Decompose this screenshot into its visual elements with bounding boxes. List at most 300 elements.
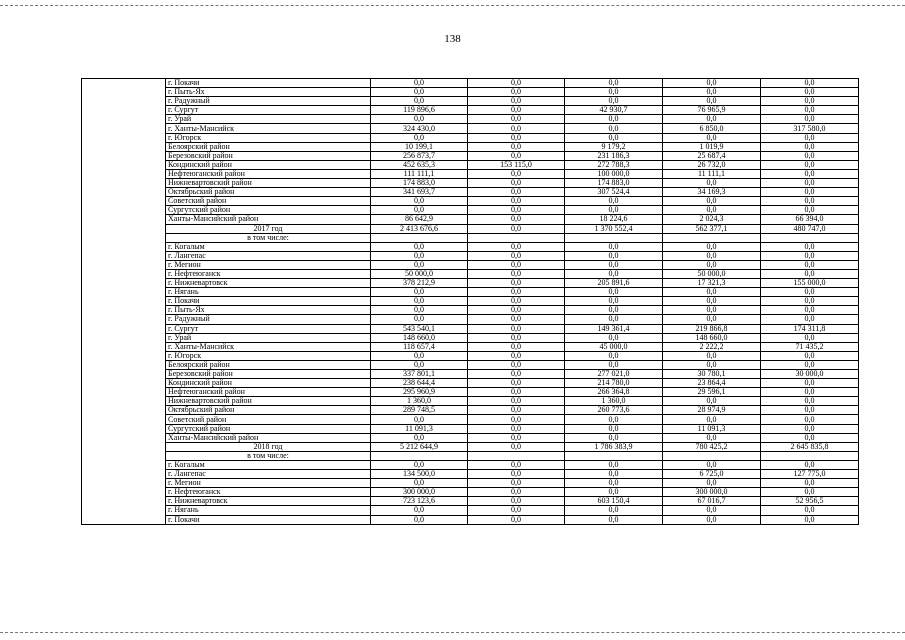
- table-row: [82, 224, 859, 233]
- row-label: Нефтеюганский район: [166, 388, 371, 397]
- value-cell: 0,0: [565, 433, 663, 442]
- row-label: г. Ханты-Мансийск: [166, 124, 371, 133]
- value-cell: 0,0: [761, 88, 859, 97]
- value-cell: 0,0: [761, 151, 859, 160]
- value-cell: 0,0: [565, 315, 663, 324]
- value-cell: 0,0: [761, 269, 859, 278]
- row-label: Березовский район: [166, 151, 371, 160]
- table-row: [82, 142, 859, 151]
- value-cell: 0,0: [761, 197, 859, 206]
- value-cell: 0,0: [761, 388, 859, 397]
- value-cell: 0,0: [468, 515, 565, 524]
- table-row: [82, 206, 859, 215]
- value-cell: 0,0: [565, 360, 663, 369]
- value-cell: 1 360,0: [565, 397, 663, 406]
- table-row: [82, 169, 859, 178]
- value-cell: 25 687,4: [663, 151, 761, 160]
- value-cell: 0,0: [761, 315, 859, 324]
- value-cell: 0,0: [468, 324, 565, 333]
- row-label: г. Нягань: [166, 288, 371, 297]
- value-cell: 378 212,9: [371, 279, 468, 288]
- value-cell: 0,0: [468, 97, 565, 106]
- table-row: [82, 160, 859, 169]
- value-cell: 0,0: [468, 124, 565, 133]
- value-cell: 6 725,0: [663, 470, 761, 479]
- value-cell: 0,0: [761, 260, 859, 269]
- value-cell: 0,0: [468, 188, 565, 197]
- value-cell: 0,0: [565, 206, 663, 215]
- value-cell: 1 786 383,9: [565, 442, 663, 451]
- left-margin-cell: [82, 79, 166, 525]
- value-cell: 45 000,0: [565, 342, 663, 351]
- value-cell: 67 016,7: [663, 497, 761, 506]
- value-cell: [565, 451, 663, 460]
- value-cell: 0,0: [761, 297, 859, 306]
- table-row: [82, 242, 859, 251]
- value-cell: 0,0: [761, 288, 859, 297]
- row-label: г. Покачи: [166, 515, 371, 524]
- value-cell: 0,0: [663, 115, 761, 124]
- row-label: Нижневартовский район: [166, 179, 371, 188]
- value-cell: 0,0: [761, 515, 859, 524]
- value-cell: 0,0: [468, 115, 565, 124]
- value-cell: 0,0: [371, 315, 468, 324]
- value-cell: 0,0: [371, 360, 468, 369]
- value-cell: 0,0: [761, 460, 859, 469]
- scan-edge-bottom: [0, 632, 905, 633]
- value-cell: 0,0: [761, 333, 859, 342]
- value-cell: 0,0: [565, 470, 663, 479]
- value-cell: 2 222,2: [663, 342, 761, 351]
- row-label: г. Нижневартовск: [166, 497, 371, 506]
- row-label: г. Радужный: [166, 97, 371, 106]
- page-number: 138: [444, 33, 461, 45]
- value-cell: 0,0: [468, 488, 565, 497]
- value-cell: 174 311,8: [761, 324, 859, 333]
- value-cell: 562 377,1: [663, 224, 761, 233]
- value-cell: 723 123,6: [371, 497, 468, 506]
- row-label: г. Мегион: [166, 479, 371, 488]
- value-cell: 277 021,0: [565, 370, 663, 379]
- row-label: г. Урай: [166, 115, 371, 124]
- value-cell: 0,0: [468, 279, 565, 288]
- value-cell: 153 115,0: [468, 160, 565, 169]
- value-cell: 0,0: [468, 260, 565, 269]
- value-cell: 0,0: [565, 288, 663, 297]
- table-row: [82, 333, 859, 342]
- value-cell: 0,0: [371, 306, 468, 315]
- table-row: [82, 297, 859, 306]
- value-cell: 0,0: [761, 133, 859, 142]
- value-cell: 0,0: [663, 88, 761, 97]
- value-cell: 0,0: [565, 424, 663, 433]
- table-row: [82, 215, 859, 224]
- table-row: [82, 506, 859, 515]
- table-row: [82, 79, 859, 88]
- value-cell: 780 425,2: [663, 442, 761, 451]
- row-label: Сургутский район: [166, 424, 371, 433]
- value-cell: 86 642,9: [371, 215, 468, 224]
- value-cell: 0,0: [761, 169, 859, 178]
- row-label: Ханты-Мансийский район: [166, 215, 371, 224]
- table-row: [82, 88, 859, 97]
- row-label: Октябрьский район: [166, 188, 371, 197]
- value-cell: 0,0: [761, 106, 859, 115]
- value-cell: 0,0: [371, 242, 468, 251]
- value-cell: 0,0: [371, 206, 468, 215]
- value-cell: 0,0: [468, 360, 565, 369]
- value-cell: 0,0: [468, 379, 565, 388]
- value-cell: 0,0: [371, 506, 468, 515]
- value-cell: 300 000,0: [663, 488, 761, 497]
- value-cell: 0,0: [468, 133, 565, 142]
- table-row: [82, 497, 859, 506]
- table-row: [82, 360, 859, 369]
- value-cell: 2 024,3: [663, 215, 761, 224]
- value-cell: 0,0: [371, 115, 468, 124]
- value-cell: 0,0: [468, 442, 565, 451]
- value-cell: 219 866,8: [663, 324, 761, 333]
- value-cell: 119 896,6: [371, 106, 468, 115]
- table-row: [82, 251, 859, 260]
- table-row: [82, 451, 859, 460]
- value-cell: 0,0: [761, 251, 859, 260]
- value-cell: 289 748,5: [371, 406, 468, 415]
- table-row: [82, 460, 859, 469]
- table-row: [82, 260, 859, 269]
- table-row: [82, 324, 859, 333]
- value-cell: 1 019,9: [663, 142, 761, 151]
- value-cell: 0,0: [468, 297, 565, 306]
- value-cell: 0,0: [663, 242, 761, 251]
- value-cell: 0,0: [371, 479, 468, 488]
- value-cell: 0,0: [761, 360, 859, 369]
- value-cell: 205 891,6: [565, 279, 663, 288]
- value-cell: 256 873,7: [371, 151, 468, 160]
- value-cell: 0,0: [761, 242, 859, 251]
- value-cell: 0,0: [663, 306, 761, 315]
- value-cell: 0,0: [565, 415, 663, 424]
- value-cell: 0,0: [761, 488, 859, 497]
- value-cell: [371, 233, 468, 242]
- value-cell: 238 644,4: [371, 379, 468, 388]
- value-cell: 127 775,0: [761, 470, 859, 479]
- value-cell: 71 435,2: [761, 342, 859, 351]
- table-row: [82, 133, 859, 142]
- value-cell: 28 974,9: [663, 406, 761, 415]
- value-cell: 0,0: [468, 388, 565, 397]
- value-cell: 0,0: [468, 88, 565, 97]
- value-cell: 23 864,4: [663, 379, 761, 388]
- value-cell: 174 883,0: [565, 179, 663, 188]
- value-cell: 0,0: [663, 415, 761, 424]
- value-cell: 0,0: [371, 515, 468, 524]
- value-cell: 480 747,0: [761, 224, 859, 233]
- value-cell: 0,0: [663, 515, 761, 524]
- table-row: [82, 97, 859, 106]
- value-cell: 0,0: [468, 242, 565, 251]
- table-row: [82, 442, 859, 451]
- value-cell: 0,0: [468, 251, 565, 260]
- table-row: [82, 342, 859, 351]
- value-cell: 0,0: [565, 306, 663, 315]
- table-row: [82, 288, 859, 297]
- value-cell: 118 657,4: [371, 342, 468, 351]
- value-cell: 317 580,0: [761, 124, 859, 133]
- value-cell: 30 000,0: [761, 370, 859, 379]
- value-cell: 149 361,4: [565, 324, 663, 333]
- value-cell: 0,0: [468, 433, 565, 442]
- value-cell: 300 000,0: [371, 488, 468, 497]
- value-cell: 0,0: [761, 306, 859, 315]
- table-row: [82, 315, 859, 324]
- value-cell: 0,0: [761, 397, 859, 406]
- value-cell: 0,0: [371, 351, 468, 360]
- value-cell: 0,0: [761, 379, 859, 388]
- value-cell: 1 360,0: [371, 397, 468, 406]
- table-row: [82, 351, 859, 360]
- table-row: [82, 188, 859, 197]
- value-cell: 0,0: [663, 260, 761, 269]
- value-cell: 0,0: [565, 333, 663, 342]
- row-label: г. Ханты-Мансийск: [166, 342, 371, 351]
- value-cell: 0,0: [371, 415, 468, 424]
- table-row: [82, 488, 859, 497]
- value-cell: 1 370 552,4: [565, 224, 663, 233]
- value-cell: 0,0: [565, 488, 663, 497]
- row-label: Белоярский район: [166, 142, 371, 151]
- value-cell: 0,0: [468, 333, 565, 342]
- value-cell: 134 500,0: [371, 470, 468, 479]
- value-cell: 0,0: [761, 188, 859, 197]
- row-label: г. Радужный: [166, 315, 371, 324]
- value-cell: 34 169,3: [663, 188, 761, 197]
- value-cell: 0,0: [663, 315, 761, 324]
- value-cell: 0,0: [663, 288, 761, 297]
- table-row: [82, 279, 859, 288]
- value-cell: 2 413 676,6: [371, 224, 468, 233]
- table-row: [82, 388, 859, 397]
- value-cell: 0,0: [565, 197, 663, 206]
- value-cell: 0,0: [468, 169, 565, 178]
- value-cell: 0,0: [663, 506, 761, 515]
- value-cell: 272 788,3: [565, 160, 663, 169]
- row-label: г. Пыть-Ях: [166, 88, 371, 97]
- value-cell: 0,0: [371, 433, 468, 442]
- value-cell: 0,0: [468, 370, 565, 379]
- value-cell: 0,0: [468, 306, 565, 315]
- value-cell: 452 635,3: [371, 160, 468, 169]
- row-label: г. Нефтеюганск: [166, 269, 371, 278]
- value-cell: 0,0: [371, 133, 468, 142]
- row-label: в том числе:: [166, 233, 371, 242]
- value-cell: 0,0: [371, 79, 468, 88]
- budget-table-container: [81, 78, 859, 525]
- value-cell: 0,0: [468, 142, 565, 151]
- row-label: 2018 год: [166, 442, 371, 451]
- value-cell: 603 150,4: [565, 497, 663, 506]
- value-cell: 0,0: [371, 288, 468, 297]
- value-cell: 295 960,9: [371, 388, 468, 397]
- value-cell: 17 321,3: [663, 279, 761, 288]
- value-cell: 9 179,2: [565, 142, 663, 151]
- row-label: Ханты-Мансийский район: [166, 433, 371, 442]
- value-cell: 0,0: [663, 351, 761, 360]
- value-cell: 0,0: [761, 179, 859, 188]
- table-row: [82, 179, 859, 188]
- value-cell: 0,0: [371, 251, 468, 260]
- value-cell: 0,0: [468, 406, 565, 415]
- value-cell: 0,0: [761, 160, 859, 169]
- value-cell: 11 111,1: [663, 169, 761, 178]
- value-cell: 148 660,0: [371, 333, 468, 342]
- value-cell: 0,0: [468, 497, 565, 506]
- value-cell: 0,0: [468, 197, 565, 206]
- value-cell: 2 645 835,8: [761, 442, 859, 451]
- value-cell: [663, 233, 761, 242]
- value-cell: 26 732,0: [663, 160, 761, 169]
- row-label: г. Покачи: [166, 79, 371, 88]
- value-cell: 0,0: [565, 269, 663, 278]
- budget-table-body: [82, 79, 859, 525]
- value-cell: 174 883,0: [371, 179, 468, 188]
- value-cell: 0,0: [663, 297, 761, 306]
- row-label: г. Нефтеюганск: [166, 488, 371, 497]
- value-cell: 0,0: [565, 251, 663, 260]
- table-row: [82, 397, 859, 406]
- value-cell: 0,0: [371, 97, 468, 106]
- row-label: Октябрьский район: [166, 406, 371, 415]
- value-cell: 266 364,8: [565, 388, 663, 397]
- row-label: Белоярский район: [166, 360, 371, 369]
- budget-table: [81, 78, 859, 525]
- table-row: [82, 124, 859, 133]
- row-label: г. Когалым: [166, 242, 371, 251]
- value-cell: 0,0: [468, 315, 565, 324]
- value-cell: 0,0: [663, 97, 761, 106]
- row-label: Нефтеюганский район: [166, 169, 371, 178]
- table-row: [82, 379, 859, 388]
- value-cell: 0,0: [565, 297, 663, 306]
- scan-edge-top: [0, 5, 905, 6]
- value-cell: 0,0: [565, 97, 663, 106]
- value-cell: 0,0: [565, 260, 663, 269]
- value-cell: 0,0: [468, 351, 565, 360]
- value-cell: 0,0: [468, 106, 565, 115]
- table-row: [82, 470, 859, 479]
- value-cell: 111 111,1: [371, 169, 468, 178]
- value-cell: 0,0: [565, 242, 663, 251]
- value-cell: 0,0: [565, 133, 663, 142]
- value-cell: [468, 451, 565, 460]
- value-cell: 66 394,0: [761, 215, 859, 224]
- value-cell: 0,0: [468, 342, 565, 351]
- value-cell: 0,0: [761, 115, 859, 124]
- value-cell: 0,0: [565, 351, 663, 360]
- value-cell: 42 930,7: [565, 106, 663, 115]
- value-cell: 0,0: [565, 506, 663, 515]
- value-cell: 231 186,3: [565, 151, 663, 160]
- value-cell: 0,0: [663, 251, 761, 260]
- value-cell: [468, 233, 565, 242]
- value-cell: 0,0: [468, 206, 565, 215]
- value-cell: 50 000,0: [663, 269, 761, 278]
- value-cell: 543 540,1: [371, 324, 468, 333]
- value-cell: 337 801,1: [371, 370, 468, 379]
- value-cell: 0,0: [761, 142, 859, 151]
- value-cell: 0,0: [468, 506, 565, 515]
- value-cell: 0,0: [761, 479, 859, 488]
- table-row: [82, 406, 859, 415]
- value-cell: [761, 233, 859, 242]
- row-label: г. Нягань: [166, 506, 371, 515]
- table-row: [82, 515, 859, 524]
- value-cell: 0,0: [761, 433, 859, 442]
- value-cell: 0,0: [371, 88, 468, 97]
- value-cell: 0,0: [468, 224, 565, 233]
- value-cell: 260 773,6: [565, 406, 663, 415]
- value-cell: 0,0: [663, 360, 761, 369]
- table-row: [82, 115, 859, 124]
- value-cell: 50 000,0: [371, 269, 468, 278]
- value-cell: 0,0: [565, 88, 663, 97]
- row-label: г. Нижневартовск: [166, 279, 371, 288]
- value-cell: 18 224,6: [565, 215, 663, 224]
- value-cell: 5 212 644,9: [371, 442, 468, 451]
- value-cell: 0,0: [761, 79, 859, 88]
- row-label: г. Пыть-Ях: [166, 306, 371, 315]
- value-cell: 0,0: [761, 506, 859, 515]
- value-cell: 0,0: [371, 460, 468, 469]
- row-label: г. Лангепас: [166, 251, 371, 260]
- value-cell: [761, 451, 859, 460]
- value-cell: 0,0: [761, 406, 859, 415]
- value-cell: [565, 233, 663, 242]
- value-cell: 76 965,9: [663, 106, 761, 115]
- value-cell: 11 091,3: [663, 424, 761, 433]
- row-label: Советский район: [166, 415, 371, 424]
- value-cell: 0,0: [663, 79, 761, 88]
- row-label: г. Урай: [166, 333, 371, 342]
- row-label: Нижневартовский район: [166, 397, 371, 406]
- row-label: Кондинский район: [166, 160, 371, 169]
- value-cell: 0,0: [468, 460, 565, 469]
- value-cell: 0,0: [468, 479, 565, 488]
- value-cell: 0,0: [371, 260, 468, 269]
- table-row: [82, 415, 859, 424]
- table-row: [82, 106, 859, 115]
- table-row: [82, 479, 859, 488]
- value-cell: 0,0: [468, 79, 565, 88]
- table-row: [82, 433, 859, 442]
- row-label: в том числе:: [166, 451, 371, 460]
- row-label: Сургутский район: [166, 206, 371, 215]
- value-cell: 0,0: [565, 479, 663, 488]
- value-cell: 0,0: [663, 206, 761, 215]
- value-cell: 0,0: [663, 397, 761, 406]
- table-row: [82, 370, 859, 379]
- value-cell: 0,0: [761, 97, 859, 106]
- row-label: г. Покачи: [166, 297, 371, 306]
- value-cell: 324 430,0: [371, 124, 468, 133]
- table-row: [82, 306, 859, 315]
- row-label: г. Югорск: [166, 351, 371, 360]
- value-cell: 0,0: [565, 124, 663, 133]
- value-cell: 10 199,1: [371, 142, 468, 151]
- value-cell: 0,0: [761, 351, 859, 360]
- value-cell: 0,0: [761, 206, 859, 215]
- value-cell: 29 596,1: [663, 388, 761, 397]
